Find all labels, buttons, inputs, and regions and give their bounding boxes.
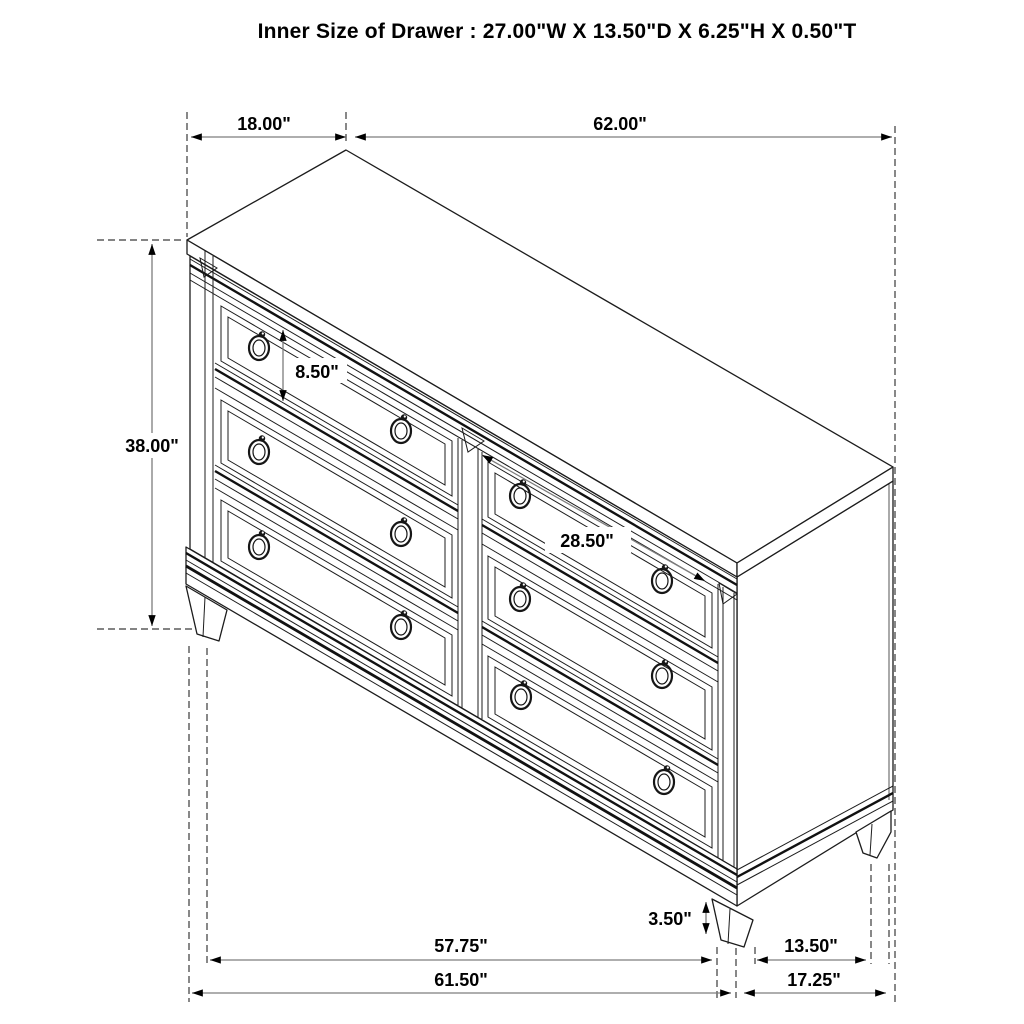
dresser-illustration [186, 150, 893, 947]
dim-front-inner-width-label: 57.75" [434, 936, 488, 956]
dim-top-depth-label: 18.00" [237, 114, 291, 134]
dim-drawer-opening-height-label: 8.50" [295, 362, 339, 382]
dim-front-outer-width-label: 61.50" [434, 970, 488, 990]
front-right-leg [712, 899, 753, 947]
diagram-title: Inner Size of Drawer : 27.00"W X 13.50"D X 6.25"H X 0.50"T [257, 20, 857, 43]
dim-side-outer-depth-label: 17.25" [787, 970, 841, 990]
dim-overall-height-label: 38.00" [125, 436, 179, 456]
dim-drawer-front-width-label: 28.50" [560, 531, 614, 551]
dim-leg-height-label: 3.50" [648, 909, 692, 929]
dim-top-width-label: 62.00" [593, 114, 647, 134]
dim-side-inner-depth-label: 13.50" [784, 936, 838, 956]
